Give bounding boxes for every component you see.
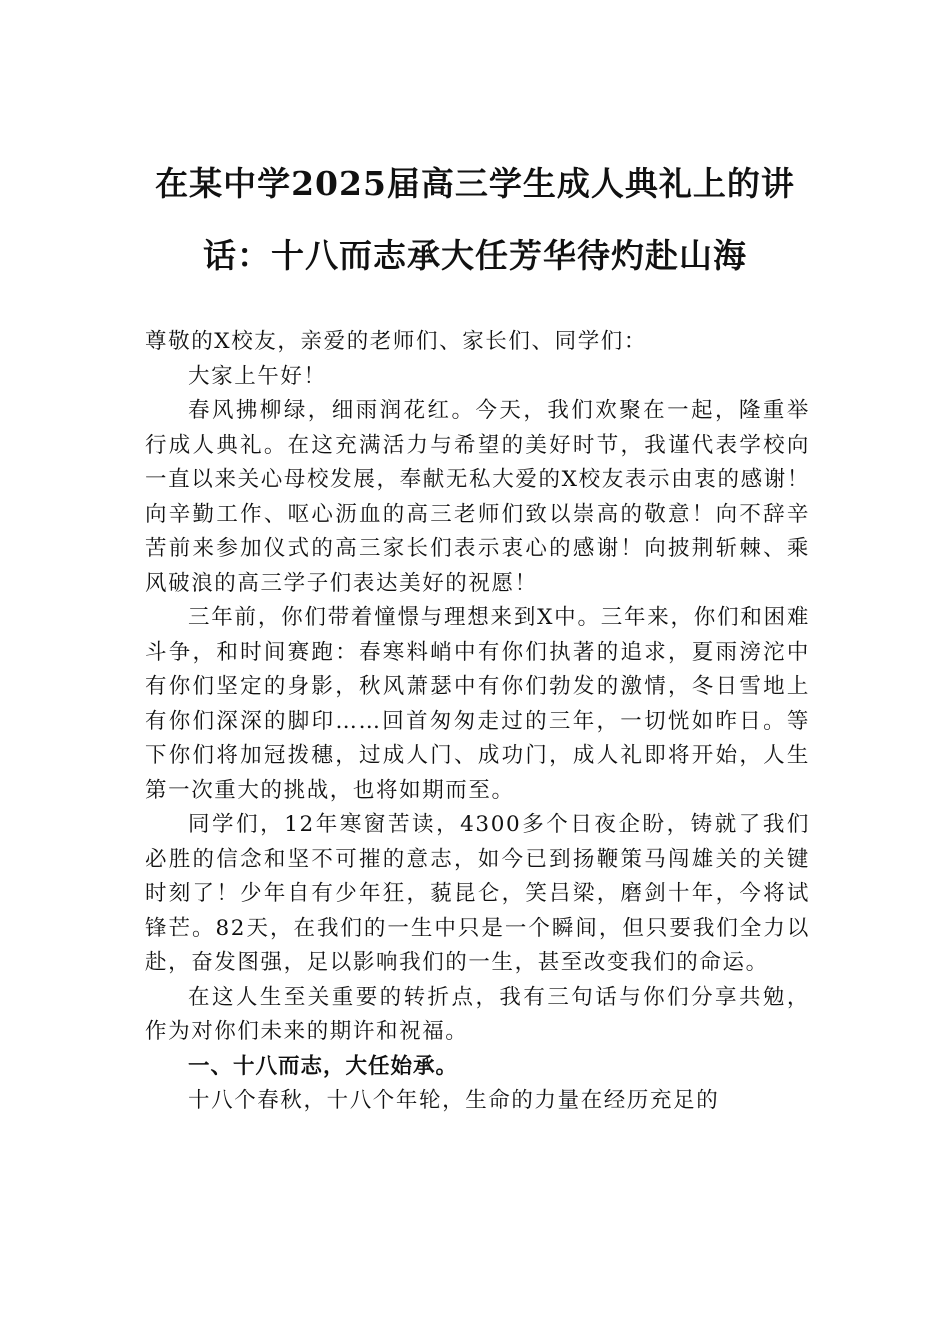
greeting: 大家上午好！	[188, 363, 327, 389]
salutation: 尊敬的X校友，亲爱的老师们、家长们、同学们：	[145, 329, 648, 354]
body-paragraph: 十八个春秋，十八个年轮，生命的力量在经历充足的	[188, 1088, 720, 1113]
body-paragraph: 在这人生至关重要的转折点，我有三句话与你们分享共勉，作为对你们未来的期许和祝福。	[145, 984, 810, 1044]
document-body	[145, 325, 810, 1119]
section-heading: 一、十八而志，大任始承。	[188, 1053, 459, 1079]
document-title-line-2: 话：十八而志承大任芳华待灼赴山海	[203, 236, 747, 275]
body-paragraph: 春风拂柳绿，细雨润花红。今天，我们欢聚在一起，隆重举行成人典礼。在这充满活力与希望的美好时节，我谨代表学校向一直以来关心母校发展，奉献无私大爱的X校友表示由衷的感谢！向辛勤工作、呕心沥血的高三老师们致以崇高的敬意！向不辞辛苦前来参加仪式的高三家长们表示衷心的感谢！向披荆斩棘、乘风破浪的高三学子们表达美好的祝愿！	[145, 398, 810, 596]
body-paragraph: 三年前，你们带着憧憬与理想来到X中。三年来，你们和困难斗争，和时间赛跑：春寒料峭中有你们执著的追求，夏雨滂沱中有你们坚定的身影，秋风萧瑟中有你们勃发的激情，冬日雪地上有你们深深的脚印……回首匆匆走过的三年，一切恍如昨日。等下你们将加冠拨穗，过成人门、成功门，成人礼即将开始，人生第一次重大的挑战，也将如期而至。	[145, 605, 810, 803]
body-paragraph: 同学们，12年寒窗苦读，4300多个日夜企盼，铸就了我们必胜的信念和坚不可摧的意志，如今已到扬鞭策马闯雄关的关键时刻了！少年自有少年狂，藐昆仑，笑吕梁，磨剑十年，今将试锋芒。82天，在我们的一生中只是一个瞬间，但只要我们全力以赴，奋发图强，足以影响我们的一生，甚至改变我们的命运。	[145, 812, 810, 975]
document-title-line-1: 在某中学2025届高三学生成人典礼上的讲	[155, 164, 795, 203]
